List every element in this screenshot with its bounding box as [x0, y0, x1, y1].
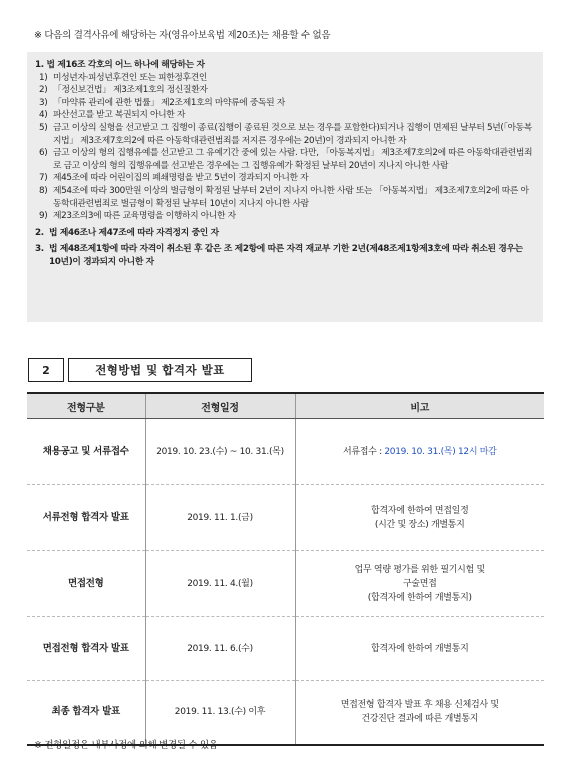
section-number: 2 [28, 358, 64, 382]
row-note: 서류접수 : 2019. 10. 31.(목) 12시 마감 [295, 419, 544, 485]
section-2-heading: 2. 법 제46조나 제47조에 따라 자격정지 중인 자 [35, 227, 219, 238]
deadline-text: 2019. 10. 31.(목) 12시 마감 [384, 446, 497, 457]
schedule-change-note: ※ 전형일정은 내부사정에 의해 변경될 수 있음 [34, 740, 218, 751]
list-item: 1) 미성년자·피성년후견인 또는 피한정후견인 [39, 72, 208, 83]
list-item: 5) 금고 이상의 실형을 선고받고 그 집행이 종료(집행이 종료된 것으로 보는 경우를 포함한다)되거나 집행이 면제된 날부터 5년(「아동복지법」 제3조제7호의2에 따른 아동학대관련범죄를 저지른 경우에는 20년)이 경과되지 아니한 자 [39, 122, 532, 146]
row-category: 면접전형 합격자 발표 [27, 617, 145, 681]
list-item: 8) 제54조에 따라 300만원 이상의 벌금형이 확정된 날부터 2년이 지나지 아니한 사람 또는 「아동복지법」 제3조제7호의2에 따른 아동학대관련범죄로 벌금형이 확정된 날부터 10년이 지나지 아니한 사람 [39, 185, 529, 209]
row-note: 면접전형 합격자 발표 후 채용 신체검사 및 건강진단 결과에 따른 개별통지 [295, 681, 544, 745]
list-item: 3) 「마약류 관리에 관한 법률」 제2조제1호의 마약류에 중독된 자 [39, 97, 285, 108]
table-row [27, 419, 544, 485]
row-schedule: 2019. 11. 6.(수) [145, 617, 295, 681]
section-title: 전형방법 및 합격자 발표 [68, 358, 252, 382]
list-item: 9) 제23조의3에 따른 교육명령을 이행하지 아니한 자 [39, 211, 236, 222]
row-note: 업무 역량 평가를 위한 필기시험 및 구술면접 (합격자에 한하여 개별통지) [295, 551, 544, 617]
row-category: 서류전형 합격자 발표 [27, 485, 145, 551]
header-note: 비고 [295, 393, 544, 419]
row-category: 최종 합격자 발표 [27, 681, 145, 745]
row-schedule: 2019. 11. 1.(금) [145, 485, 295, 551]
row-note: 합격자에 한하여 면접일정 (시간 및 장소) 개별통지 [295, 485, 544, 551]
table-row [27, 485, 544, 551]
row-schedule: 2019. 11. 4.(월) [145, 551, 295, 617]
list-item: 7) 제45조에 따라 어린이집의 폐쇄명령을 받고 5년이 경과되지 아니한 자 [39, 173, 309, 184]
table-row [27, 551, 544, 617]
row-schedule: 2019. 10. 23.(수) ~ 10. 31.(목) [145, 419, 295, 485]
row-schedule: 2019. 11. 13.(수) 이후 [145, 681, 295, 745]
header-category: 전형구분 [27, 393, 145, 419]
disqualification-box [27, 52, 543, 322]
row-category: 면접전형 [27, 551, 145, 617]
list-item: 2) 「정신보건법」 제3조제1호의 정신질환자 [39, 85, 208, 96]
section-heading [28, 358, 252, 382]
section-1-heading: 1. 법 제16조 각호의 어느 하나에 해당하는 자 [35, 60, 205, 70]
disqualification-note: ※ 다음의 결격사유에 해당하는 자(영유아보육법 제20조)는 채용할 수 없음 [34, 30, 331, 41]
table-row [27, 617, 544, 681]
table-header-row [27, 393, 544, 419]
list-item: 4) 파산선고를 받고 복권되지 아니한 자 [39, 110, 186, 121]
list-item: 6) 금고 이상의 형의 집행유예를 선고받고 그 유예기간 중에 있는 사람. 다만, 「아동복지법」 제3조제7호의2에 따른 아동학대관련범죄로 금고 이상의 형의 집행유예를 선고받은 경우에는 그 집행유예가 확정된 날부터 20년이 지나지 아니한 사람 [39, 148, 533, 171]
section-3-heading: 3. 법 제48조제1항에 따라 자격이 취소된 후 같은 조 제2항에 따른 자격 재교부 기한 2년(제48조제1항제3호에 따라 취소된 경우는 10년)이 경과되지 아니한 자 [35, 244, 523, 267]
row-note: 합격자에 한하여 개별통지 [295, 617, 544, 681]
row-category: 채용공고 및 서류접수 [27, 419, 145, 485]
table-row [27, 681, 544, 745]
header-schedule: 전형일정 [145, 393, 295, 419]
schedule-table [27, 392, 544, 746]
